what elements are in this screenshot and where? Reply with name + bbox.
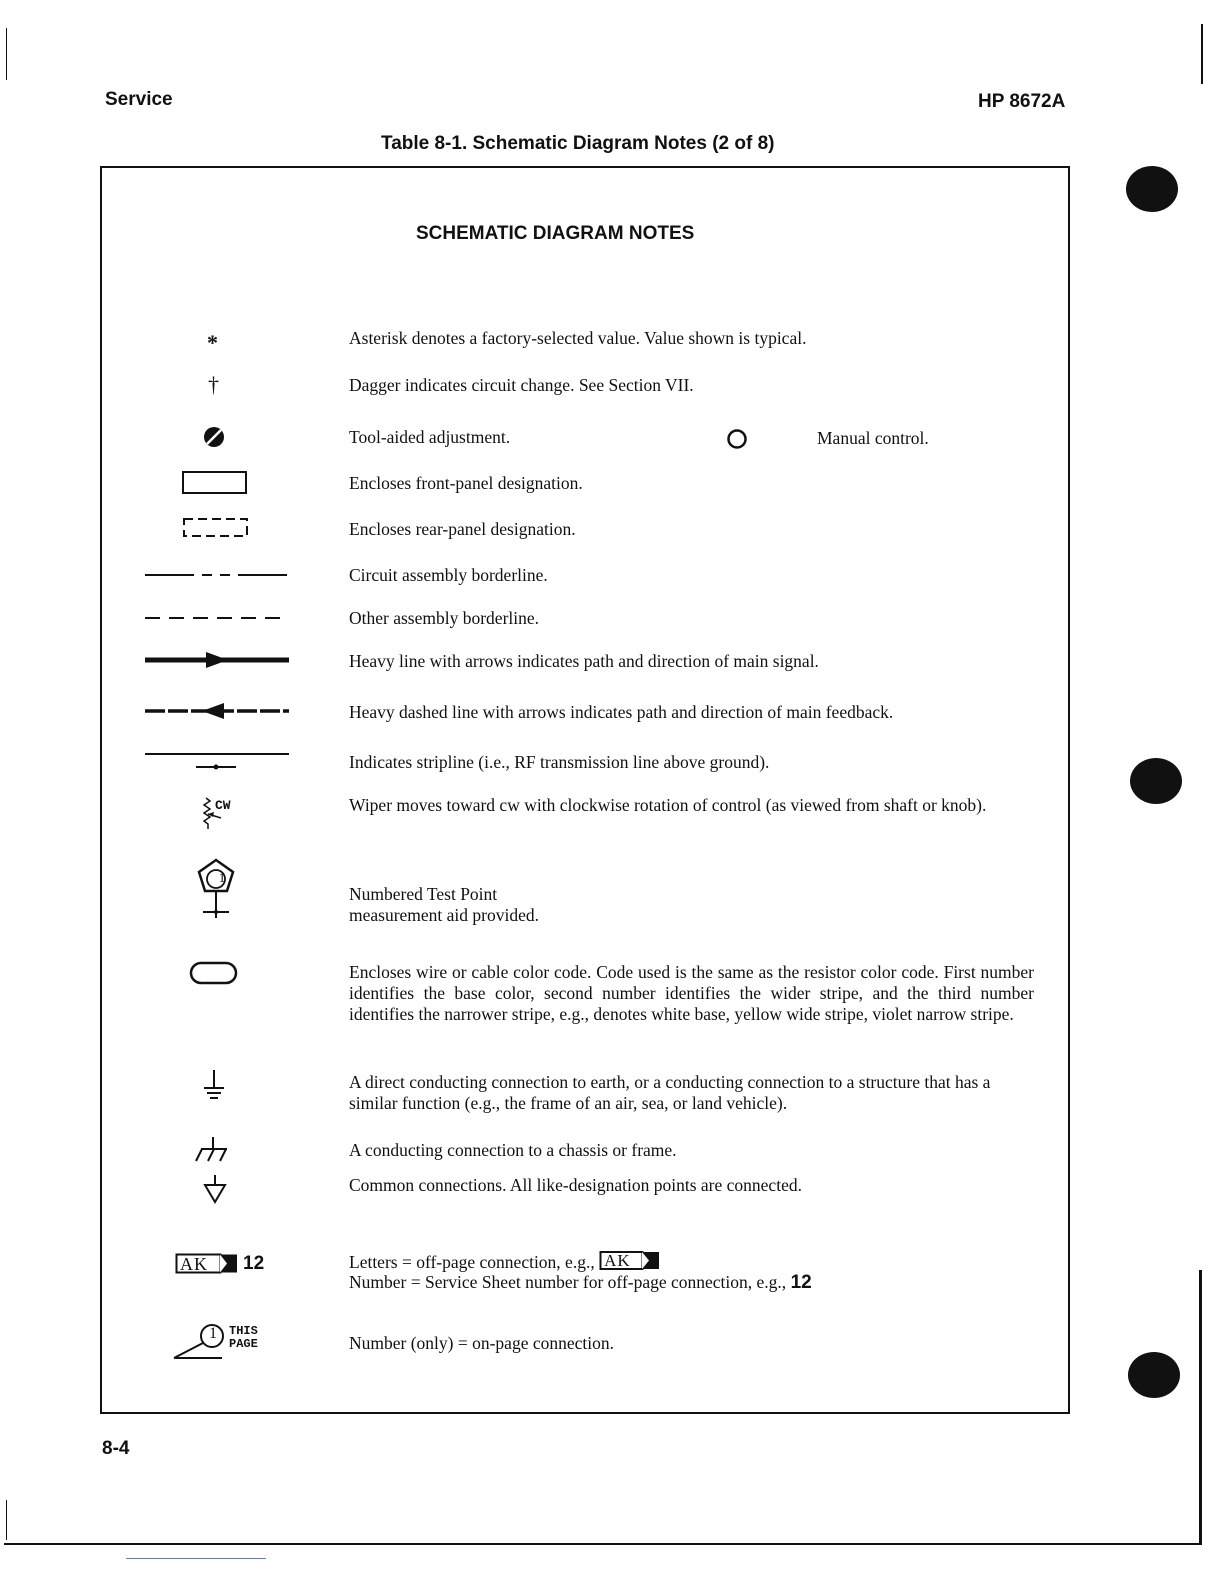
note-manual: Manual control.	[817, 428, 929, 448]
color-code-capsule-icon	[189, 960, 239, 986]
inline-off-page-letters: AK	[604, 1251, 631, 1270]
note-dagger: Dagger indicates circuit change. See Section VII.	[349, 375, 694, 395]
inline-sheet-number: 12	[790, 1272, 812, 1293]
on-page-connector-icon	[170, 1318, 232, 1362]
this-page-top: THIS	[229, 1324, 258, 1338]
binder-hole-bottom	[1128, 1352, 1180, 1398]
heavy-dashed-arrow-icon	[144, 701, 290, 721]
on-page-number: 1	[209, 1325, 217, 1342]
table-title: Table 8-1. Schematic Diagram Notes (2 of 8)	[381, 133, 775, 154]
bottom-edge-line	[4, 1543, 1202, 1545]
note-circuit-border: Circuit assembly borderline.	[349, 565, 548, 585]
earth-ground-icon	[202, 1068, 226, 1102]
binder-hole-top	[1126, 166, 1178, 212]
note-heavy-line: Heavy line with arrows indicates path and direction of main signal.	[349, 651, 819, 671]
note-test-point-line1: Numbered Test Point	[349, 884, 498, 904]
dagger-symbol: †	[208, 372, 219, 397]
note-earth: A direct conducting connection to earth, or a conducting connection to a structure that has a similar function (e.g., the frame of an air, sea, or land vehicle).	[349, 1072, 991, 1113]
circuit-border-line-icon	[144, 568, 288, 582]
off-page-letters: AK	[180, 1254, 208, 1274]
test-point-icon	[194, 858, 238, 920]
right-edge-mark-bottom	[1199, 1270, 1202, 1544]
manual-control-icon	[726, 428, 748, 450]
note-letters	[349, 1251, 1034, 1273]
binder-hole-middle	[1130, 758, 1182, 804]
note-number	[349, 1272, 1034, 1293]
note-wiper: Wiper moves toward cw with clockwise rotation of control (as viewed from shaft or knob).	[349, 795, 987, 815]
left-edge-mark-bottom	[6, 1500, 7, 1540]
other-border-line-icon	[144, 611, 288, 625]
notes-frame	[100, 166, 1070, 1414]
common-connection-icon	[202, 1173, 228, 1205]
note-common: Common connections. All like-designation points are connected.	[349, 1175, 802, 1195]
front-panel-box-icon	[181, 470, 249, 496]
note-on-page: Number (only) = on-page connection.	[349, 1333, 614, 1353]
stripline-icon	[144, 746, 290, 776]
sheet-number: 12	[243, 1253, 265, 1274]
page-number: 8-4	[102, 1438, 130, 1459]
rear-panel-box-icon	[181, 516, 251, 540]
scan-underline	[126, 1558, 266, 1559]
tool-aided-icon	[202, 425, 226, 449]
this-page-bottom: PAGE	[229, 1337, 258, 1351]
right-edge-mark-top	[1201, 24, 1203, 84]
header-model-label: HP 8672A	[978, 91, 1066, 112]
notes-heading: SCHEMATIC DIAGRAM NOTES	[416, 223, 695, 244]
heavy-line-arrow-icon	[144, 650, 290, 670]
note-number-text: Number = Service Sheet number for off-page connection, e.g.,	[349, 1272, 787, 1292]
cw-label: CW	[215, 798, 231, 813]
note-asterisk: Asterisk denotes a factory-selected value. Value shown is typical.	[349, 328, 807, 348]
left-edge-mark	[6, 28, 7, 80]
note-stripline: Indicates stripline (i.e., RF transmission line above ground).	[349, 752, 770, 772]
test-point-number: 1	[218, 870, 226, 885]
note-test-point-line2: measurement aid provided.	[349, 905, 540, 925]
note-chassis: A conducting connection to a chassis or frame.	[349, 1140, 677, 1160]
header-section-label: Service	[105, 89, 173, 110]
note-tool-aided: Tool-aided adjustment.	[349, 427, 511, 447]
this-page-label	[229, 1325, 258, 1351]
chassis-ground-icon	[193, 1135, 233, 1163]
note-color-code: Encloses wire or cable color code. Code used is the same as the resistor color code. First number identifies the base color, second number identifies the wider stripe, and the third number identifies the narrower stripe, e.g., denotes white base, yellow wide stripe, violet narrow stripe.	[349, 962, 1034, 1024]
note-front-panel: Encloses front-panel designation.	[349, 473, 583, 493]
inline-off-page-example	[599, 1251, 661, 1271]
note-other-border: Other assembly borderline.	[349, 608, 540, 628]
note-rear-panel: Encloses rear-panel designation.	[349, 519, 576, 539]
note-heavy-dashed: Heavy dashed line with arrows indicates path and direction of main feedback.	[349, 702, 894, 722]
note-letters-text: Letters = off-page connection, e.g.,	[349, 1252, 595, 1272]
asterisk-symbol: *	[207, 330, 218, 355]
